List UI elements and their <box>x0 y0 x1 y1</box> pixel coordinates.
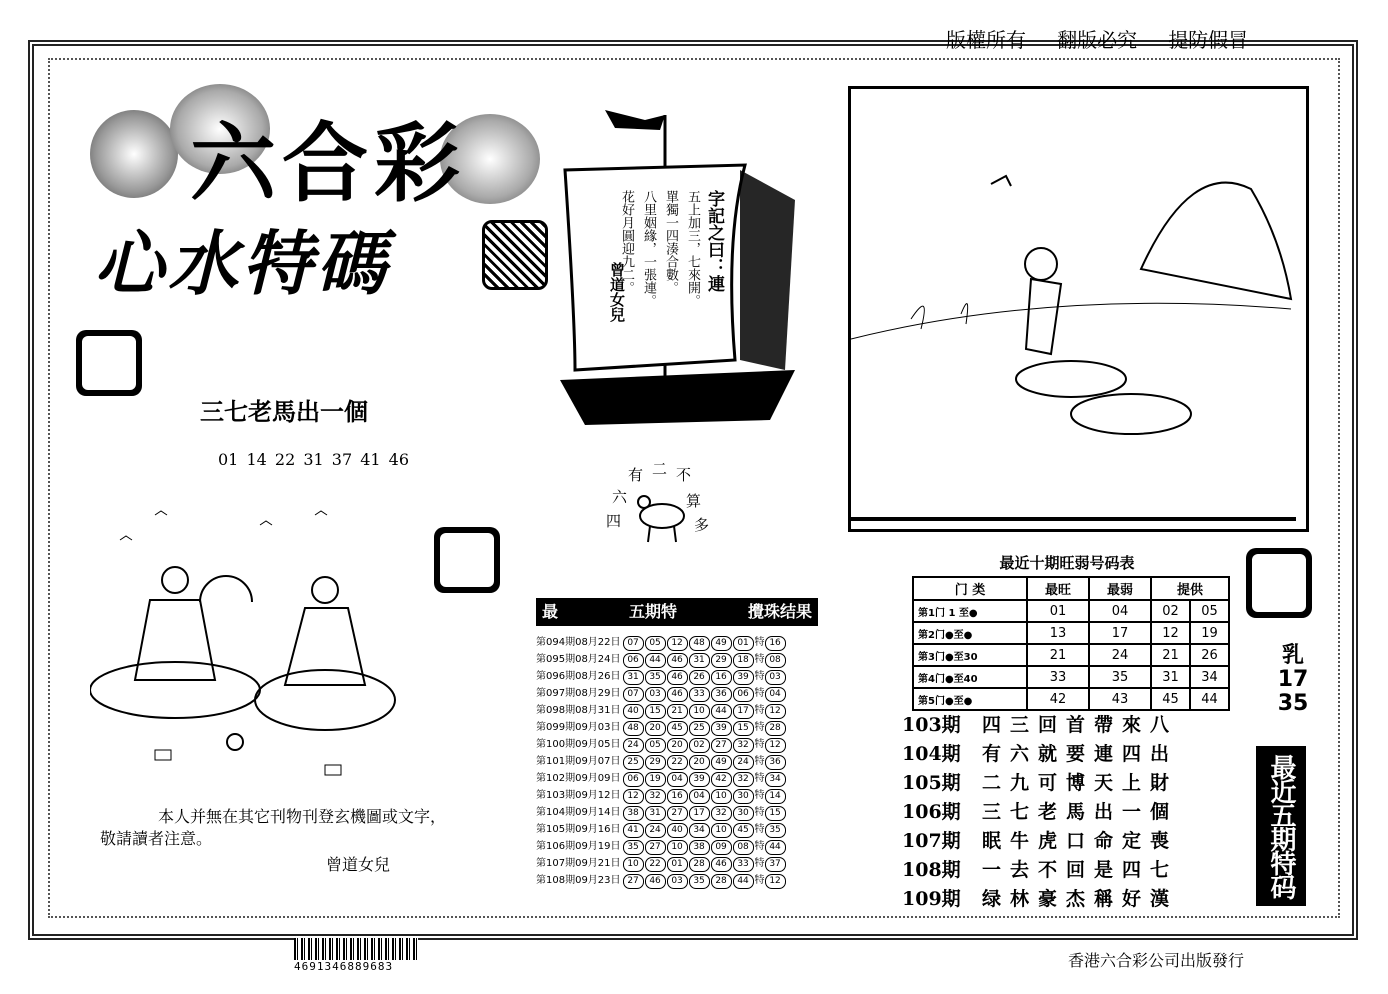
ball: 40 <box>623 704 644 719</box>
result-date: 第108期09月23日 <box>536 875 621 886</box>
result-balls <box>623 872 787 889</box>
result-row <box>536 872 787 889</box>
sail-line-5: 花好月圓迎九二。 <box>619 190 634 294</box>
ball: 24 <box>733 755 754 770</box>
ball: 32 <box>733 738 754 753</box>
result-balls <box>623 821 787 838</box>
sail-poem <box>615 190 725 370</box>
riddle-char: 多 <box>694 516 710 534</box>
special-ball: 15 <box>765 806 786 821</box>
sail-author: 曾道女兒 <box>608 262 626 322</box>
goat-icon <box>632 486 688 546</box>
ball: 10 <box>623 857 644 872</box>
special-label: 特 <box>754 790 765 801</box>
ball: 48 <box>689 636 710 651</box>
special-ball: 16 <box>765 636 786 651</box>
ball: 44 <box>645 653 666 668</box>
barcode-number: 4691346889683 <box>294 960 394 973</box>
result-row <box>536 804 787 821</box>
hot-cold-cold: 17 <box>1089 622 1151 644</box>
result-date: 第101期09月07日 <box>536 756 621 767</box>
special-label: 特 <box>754 773 765 784</box>
riddle-char: 二 <box>652 460 668 478</box>
result-balls <box>623 719 787 736</box>
ball: 15 <box>733 721 754 736</box>
result-balls <box>623 702 787 719</box>
result-balls <box>623 651 787 668</box>
result-balls <box>623 736 787 753</box>
poem-period: 108期 <box>902 859 961 881</box>
copyright-2: 翻版必究 <box>1057 28 1138 52</box>
riddle-block <box>600 458 730 558</box>
ball: 10 <box>689 704 710 719</box>
ball: 03 <box>645 687 666 702</box>
hand-pen-icon <box>1246 548 1312 618</box>
poem-row <box>902 739 1178 768</box>
ball: 24 <box>645 823 666 838</box>
ball: 42 <box>711 772 732 787</box>
result-date: 第094期08月22日 <box>536 637 621 648</box>
results-title-2: 五期特 <box>628 602 677 621</box>
ball: 04 <box>667 772 688 787</box>
ball: 32 <box>711 806 732 821</box>
ball: 49 <box>711 636 732 651</box>
col-hot: 最旺 <box>1027 577 1089 600</box>
special-label: 特 <box>754 739 765 750</box>
notice <box>100 806 446 850</box>
result-balls <box>623 685 787 702</box>
ball: 15 <box>645 704 666 719</box>
ball: 33 <box>689 687 710 702</box>
result-date: 第098期08月31日 <box>536 705 621 716</box>
result-balls <box>623 770 787 787</box>
ball: 44 <box>711 704 732 719</box>
poem-period: 107期 <box>902 830 961 852</box>
ball: 24 <box>623 738 644 753</box>
ball: 18 <box>733 653 754 668</box>
result-date: 第103期09月12日 <box>536 790 621 801</box>
special-ball: 28 <box>765 721 786 736</box>
poem-row <box>902 797 1178 826</box>
poem-banner: 最近五期特码诗 <box>1256 746 1306 906</box>
ball: 34 <box>689 823 710 838</box>
col-cold: 最弱 <box>1089 577 1151 600</box>
ball: 02 <box>689 738 710 753</box>
ball: 27 <box>667 806 688 821</box>
result-row <box>536 821 787 838</box>
special-ball: 04 <box>765 687 786 702</box>
ball: 35 <box>623 840 644 855</box>
result-row <box>536 787 787 804</box>
result-row <box>536 685 787 702</box>
poem-text: 三七老馬出一個 <box>982 801 1179 823</box>
ball: 35 <box>645 670 666 685</box>
special-ball: 44 <box>765 840 786 855</box>
side-code-label: 乳 <box>1281 643 1304 668</box>
result-date: 第099期09月03日 <box>536 722 621 733</box>
ball: 29 <box>645 755 666 770</box>
barcode-bars-icon <box>294 938 418 960</box>
riddle-char: 不 <box>676 466 692 484</box>
hot-cold-hot: 01 <box>1027 600 1089 622</box>
poem-period: 105期 <box>902 772 961 794</box>
special-ball: 12 <box>765 874 786 889</box>
ball: 05 <box>645 738 666 753</box>
hot-cold-table <box>912 576 1230 711</box>
special-ball: 08 <box>765 653 786 668</box>
result-row <box>536 651 787 668</box>
hot-cold-hot: 33 <box>1027 666 1089 688</box>
ball: 28 <box>711 874 732 889</box>
ball: 01 <box>667 857 688 872</box>
title-block <box>80 84 550 304</box>
result-date: 第102期09月09日 <box>536 773 621 784</box>
tip-numbers: 01 14 22 31 37 41 46 <box>218 450 410 469</box>
result-date: 第106期09月19日 <box>536 841 621 852</box>
ball: 27 <box>623 874 644 889</box>
ball: 20 <box>667 738 688 753</box>
poem-text: 一去不回是四七 <box>982 859 1179 881</box>
ball: 10 <box>711 789 732 804</box>
special-ball: 36 <box>765 755 786 770</box>
riddle-char: 算 <box>686 492 702 510</box>
ball: 32 <box>645 789 666 804</box>
result-row <box>536 753 787 770</box>
poem-text: 四三回首帶來八 <box>982 714 1179 736</box>
special-label: 特 <box>754 705 765 716</box>
poem-row <box>902 884 1178 913</box>
main-title: 六合彩 <box>190 114 466 214</box>
copyright-1: 版權所有 <box>946 28 1026 52</box>
ball: 30 <box>733 789 754 804</box>
poem-text: 有六就要連四出 <box>982 743 1179 765</box>
special-ball: 37 <box>765 857 786 872</box>
barcode <box>294 938 418 973</box>
poem-row <box>902 768 1178 797</box>
ball: 09 <box>711 840 732 855</box>
special-label: 特 <box>754 722 765 733</box>
ball: 16 <box>711 670 732 685</box>
ball: 07 <box>623 636 644 651</box>
result-balls <box>623 804 787 821</box>
poem-text: 二九可博天上財 <box>982 772 1179 794</box>
hot-cold-cold: 04 <box>1089 600 1151 622</box>
ball: 22 <box>667 755 688 770</box>
hot-cold-p2: 44 <box>1190 688 1229 710</box>
hot-cold-cold: 24 <box>1089 644 1151 666</box>
result-row <box>536 736 787 753</box>
ball: 03 <box>667 874 688 889</box>
result-date: 第104期09月14日 <box>536 807 621 818</box>
ball: 12 <box>667 636 688 651</box>
ball: 31 <box>623 670 644 685</box>
result-row <box>536 634 787 651</box>
ball: 04 <box>689 789 710 804</box>
side-code-n2: 35 <box>1277 691 1309 716</box>
notice-line-2: 敬請讀者注意。 <box>100 829 213 848</box>
notice-signature: 曾道女兒 <box>326 855 391 874</box>
ball: 29 <box>711 653 732 668</box>
hot-cold-p2: 05 <box>1190 600 1229 622</box>
result-row <box>536 838 787 855</box>
writing-hand-icon <box>434 527 500 593</box>
ball: 19 <box>645 772 666 787</box>
sail-line-1: 字記之曰：連 <box>704 190 724 292</box>
poem-period: 106期 <box>902 801 961 823</box>
results-title-3: 攪珠结果 <box>747 602 812 621</box>
ball: 12 <box>623 789 644 804</box>
hot-cold-hot: 21 <box>1027 644 1089 666</box>
ball: 28 <box>689 857 710 872</box>
ball: 06 <box>733 687 754 702</box>
hot-cold-p1: 12 <box>1151 622 1190 644</box>
special-label: 特 <box>754 637 765 648</box>
results-title-1: 最 <box>542 602 559 621</box>
ball: 08 <box>733 840 754 855</box>
ball: 07 <box>623 687 644 702</box>
result-date: 第107期09月21日 <box>536 858 621 869</box>
ball: 44 <box>733 874 754 889</box>
notice-line-1: 本人并無在其它刊物刊登玄機圖或文字， <box>158 807 447 826</box>
col-gate: 门 类 <box>913 577 1027 600</box>
ball: 39 <box>733 670 754 685</box>
special-label: 特 <box>754 654 765 665</box>
copyright-3: 提防假冒 <box>1168 28 1249 52</box>
result-date: 第097期08月29日 <box>536 688 621 699</box>
ball: 01 <box>733 636 754 651</box>
result-row <box>536 770 787 787</box>
poem-period: 104期 <box>902 743 961 765</box>
scene-illustration-icon <box>851 89 1301 524</box>
hot-cold-row <box>913 688 1229 710</box>
ball: 32 <box>733 772 754 787</box>
boy-scene-drawing <box>848 86 1309 532</box>
result-date: 第096期08月26日 <box>536 671 621 682</box>
side-code-n1: 17 <box>1277 667 1309 692</box>
poem-row <box>902 826 1178 855</box>
poem-text: 眠牛虎口命定喪 <box>982 830 1179 852</box>
hot-cold-row <box>913 622 1229 644</box>
result-date: 第095期08月24日 <box>536 654 621 665</box>
result-balls <box>623 787 787 804</box>
special-ball: 34 <box>765 772 786 787</box>
ball: 46 <box>667 653 688 668</box>
special-ball: 12 <box>765 738 786 753</box>
result-balls <box>623 838 787 855</box>
side-code <box>1276 644 1310 716</box>
result-row <box>536 855 787 872</box>
ball: 46 <box>645 874 666 889</box>
results-title <box>536 598 818 626</box>
sail-line-3: 單獨一四湊合數。 <box>663 190 678 294</box>
ball: 49 <box>711 755 732 770</box>
ball: 27 <box>711 738 732 753</box>
two-figures-drawing <box>90 510 410 795</box>
hot-cold-row <box>913 666 1229 688</box>
hot-cold-p1: 45 <box>1151 688 1190 710</box>
result-balls <box>623 634 787 651</box>
ball: 30 <box>733 806 754 821</box>
result-balls <box>623 753 787 770</box>
results-section <box>536 598 818 889</box>
ball: 25 <box>689 721 710 736</box>
ship-illustration <box>555 90 800 435</box>
poem-text: 绿林豪杰稱好漢 <box>982 888 1179 910</box>
ball: 45 <box>733 823 754 838</box>
hot-cold-gate: 第5门●至● <box>913 688 1027 710</box>
hot-cold-p1: 21 <box>1151 644 1190 666</box>
riddle-char: 六 <box>612 488 628 506</box>
meditating-figures-icon <box>90 510 410 795</box>
special-label: 特 <box>754 807 765 818</box>
result-date: 第105期09月16日 <box>536 824 621 835</box>
poem-period: 103期 <box>902 714 961 736</box>
ball: 39 <box>711 721 732 736</box>
hot-cold-p1: 31 <box>1151 666 1190 688</box>
special-label: 特 <box>754 688 765 699</box>
ball: 05 <box>645 636 666 651</box>
result-date: 第100期09月05日 <box>536 739 621 750</box>
ball: 17 <box>689 806 710 821</box>
ball: 38 <box>689 840 710 855</box>
result-balls <box>623 855 787 872</box>
hot-cold-row <box>913 644 1229 666</box>
poem-period: 109期 <box>902 888 961 910</box>
hot-cold-title: 最近十期旺弱号码表 <box>999 554 1135 572</box>
hot-cold-gate: 第2门●至● <box>913 622 1027 644</box>
sail-line-2: 五上加三，七來開。 <box>685 190 700 307</box>
special-label: 特 <box>754 875 765 886</box>
poem-row <box>902 855 1178 884</box>
ball: 40 <box>667 823 688 838</box>
hot-cold-p2: 26 <box>1190 644 1229 666</box>
ball: 20 <box>689 755 710 770</box>
hot-cold-gate: 第4门●至40 <box>913 666 1027 688</box>
hot-cold-section <box>912 552 1230 711</box>
ball: 17 <box>733 704 754 719</box>
ball: 38 <box>623 806 644 821</box>
publisher: 香港六合彩公司出版發行 <box>1068 951 1245 970</box>
ball: 36 <box>711 687 732 702</box>
col-provide: 提供 <box>1151 577 1229 600</box>
poem-row <box>902 710 1178 739</box>
decor-circle-icon <box>90 110 178 198</box>
hot-cold-cold: 43 <box>1089 688 1151 710</box>
sail-line-4: 八里姻緣，一張連。 <box>641 190 656 307</box>
result-row <box>536 719 787 736</box>
hand-pointing-icon <box>76 330 142 396</box>
ball: 41 <box>623 823 644 838</box>
special-ball: 14 <box>765 789 786 804</box>
special-label: 特 <box>754 841 765 852</box>
hot-cold-hot: 13 <box>1027 622 1089 644</box>
ball: 35 <box>689 874 710 889</box>
ball: 31 <box>689 653 710 668</box>
riddle-char: 四 <box>606 512 622 530</box>
riddle-char: 有 <box>628 466 644 484</box>
special-label: 特 <box>754 858 765 869</box>
ball: 45 <box>667 721 688 736</box>
hot-cold-gate: 第1门 1 至● <box>913 600 1027 622</box>
ball: 06 <box>623 772 644 787</box>
ball: 33 <box>733 857 754 872</box>
sub-title: 心水特碼 <box>94 223 390 305</box>
result-balls <box>623 668 787 685</box>
special-label: 特 <box>754 671 765 682</box>
hot-cold-cold: 35 <box>1089 666 1151 688</box>
ball: 22 <box>645 857 666 872</box>
result-row <box>536 702 787 719</box>
hot-cold-p2: 34 <box>1190 666 1229 688</box>
hot-cold-gate: 第3门●至30 <box>913 644 1027 666</box>
tip-headline: 三七老馬出一個 <box>200 397 368 426</box>
special-ball: 03 <box>765 670 786 685</box>
special-label: 特 <box>754 824 765 835</box>
hot-cold-p2: 19 <box>1190 622 1229 644</box>
special-ball: 12 <box>765 704 786 719</box>
ball: 25 <box>623 755 644 770</box>
ball: 20 <box>645 721 666 736</box>
poem-list <box>902 710 1178 913</box>
special-ball: 35 <box>765 823 786 838</box>
ball: 26 <box>689 670 710 685</box>
ball: 21 <box>667 704 688 719</box>
special-label: 特 <box>754 756 765 767</box>
copyright-line <box>946 24 1274 53</box>
ball: 27 <box>645 840 666 855</box>
ball: 10 <box>711 823 732 838</box>
ball: 10 <box>667 840 688 855</box>
hot-cold-hot: 42 <box>1027 688 1089 710</box>
ball: 31 <box>645 806 666 821</box>
results-table <box>536 634 787 889</box>
ball: 06 <box>623 653 644 668</box>
result-row <box>536 668 787 685</box>
ball: 16 <box>667 789 688 804</box>
ball: 48 <box>623 721 644 736</box>
ball: 46 <box>667 687 688 702</box>
ball: 46 <box>711 857 732 872</box>
hot-cold-row <box>913 600 1229 622</box>
hot-cold-p1: 02 <box>1151 600 1190 622</box>
ball: 39 <box>689 772 710 787</box>
ball: 46 <box>667 670 688 685</box>
gift-box-icon <box>482 220 548 290</box>
